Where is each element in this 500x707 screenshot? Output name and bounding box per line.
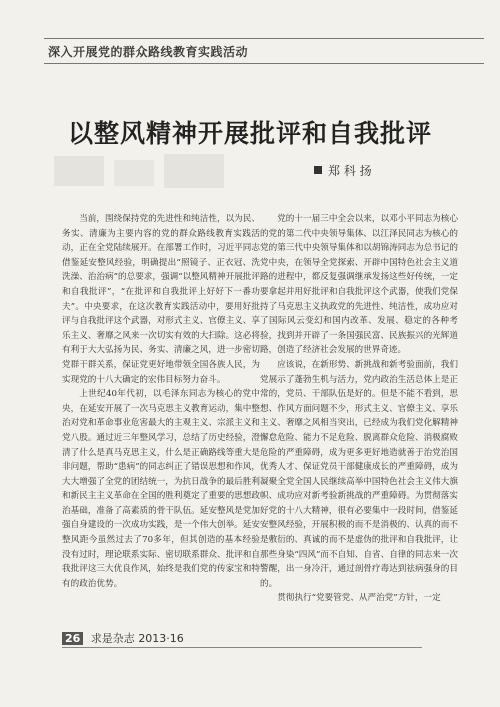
background-illustration: [44, 150, 244, 192]
page-number: 26: [62, 632, 83, 645]
body-paragraph: 党的十一届三中全会以来，以邓小平同志为核心的党的第二代中央领导集体、以江泽民同志为核心的党的第三代中央领导集体和以胡锦涛同志为总书记的党中央，在领导全党探索、开辟中国特色社会主义道路的进程中，都反复强调继承发扬这些好传统，一定要拿起并用好批评和自我批评这个武器，使我们党保持了马克思主义执政党的先进性、纯洁性，成功应对了国际风云变幻和国内改革、发展、稳定的各种考验，找到并开辟了一条国强民富、民族振兴的光辉道路，创造了经济社会发展的世界奇迹。: [260, 214, 458, 356]
author-byline: [314, 162, 372, 179]
right-column: [260, 212, 458, 606]
page-footer: [62, 630, 184, 646]
left-column: [62, 212, 260, 591]
magazine-name: 求是杂志: [90, 632, 135, 645]
article-title: 以整风精神开展批评和自我批评: [67, 119, 432, 148]
author-name: 郑 科 扬: [328, 164, 372, 178]
section-title: 深入开展党的群众路线教育实践活动: [48, 45, 249, 59]
footer-rule: [62, 647, 422, 648]
body-paragraph: 上世纪40年代初，以毛泽东同志为核心的党中央，在延安开展了一次马克思主义教育运动，集中整治对党和革命事业危害最大的主观主义、宗派主义和党八股。通过近三年整风学习，总结了历史经验，澄清了什么是真马克思主义，什么是正确路线等重大是非问题，帮助“患病”的同志纠正了错误思想和作风，大大增强了全党的团结统一，为抗日战争的最后胜利和新民主主义革命在全国的胜利奠定了重要的思想政治基础，准备了高素质的骨干队伍。延安整风是党加强自身建设的一次成功实践，是一个伟大创举。延安整风距今虽然过去了70多年，但其创造的基本经验没有过时，理论联系实际、密切联系群众、批评和自我批评这三大优良作风，始终是我们党的传家宝和特有的政治优势。: [62, 389, 260, 589]
bullet-square-icon: [314, 166, 322, 174]
body-paragraph: 当前，围绕保持党的先进性和纯洁性，以为民、务实、清廉为主要内容的党的群众路线教育实践活动，正在全党陆续展开。在部署工作时，习近平同志借鉴延安整风经验，明确提出“照镜子、正衣冠、洗洗澡、治治病”的总要求，强调“以整风精神开展批评和自我批评”，“在批评和自我批评上好好下一番功夫”。中央要求，在这次教育实践活动中，要用好批评与自我批评这个武器，对形式主义、官僚主义、享乐主义、奢靡之风来一次切实有效的大扫除。这必将有利于大大弘扬为民、务实、清廉之风，进一步密切党群干群关系，保证党更好地带领全国各族人民，为实现党的十八大确定的宏伟目标努力奋斗。: [62, 214, 260, 385]
body-paragraph: 贯彻执行“党要管党、从严治党”方针，一定: [277, 593, 441, 604]
page-header: [44, 38, 484, 64]
issue-number: 2013·16: [138, 632, 184, 645]
body-paragraph: 应该说，在新形势、新挑战和新考验面前，我们党展示了蓬勃生机与活力，党内政治生活总体上是正常的，党员、干部队伍是好的。但是不能不看到，思想、作风方面问题不少，形式主义、官僚主义、享乐主义、奢靡之风相当突出，已经成为我们党化解精神懈怠危险、能力不足危险、脱离群众危险、消极腐败危险的严重障碍，成为更多更好地造就善于治党治国优秀人才、保证党员干部健康成长的严重障碍，成为凝聚全党全国人民继续高举中国特色社会主义伟大旗帜、成功应对新考验新挑战的严重障碍。为贯彻落实好党的十八大精神，很有必要集中一段时间，借鉴延安整风经验，开展积极的而不是消极的、认真的而不是敷衍的、真诚的而不是虚伪的批评和自我批评，让那些身染“四风”而不自知、自省、自律的同志来一次警醒，出一身冷汗，通过剖骨疗毒达到祛病强身的目的。: [260, 359, 458, 589]
